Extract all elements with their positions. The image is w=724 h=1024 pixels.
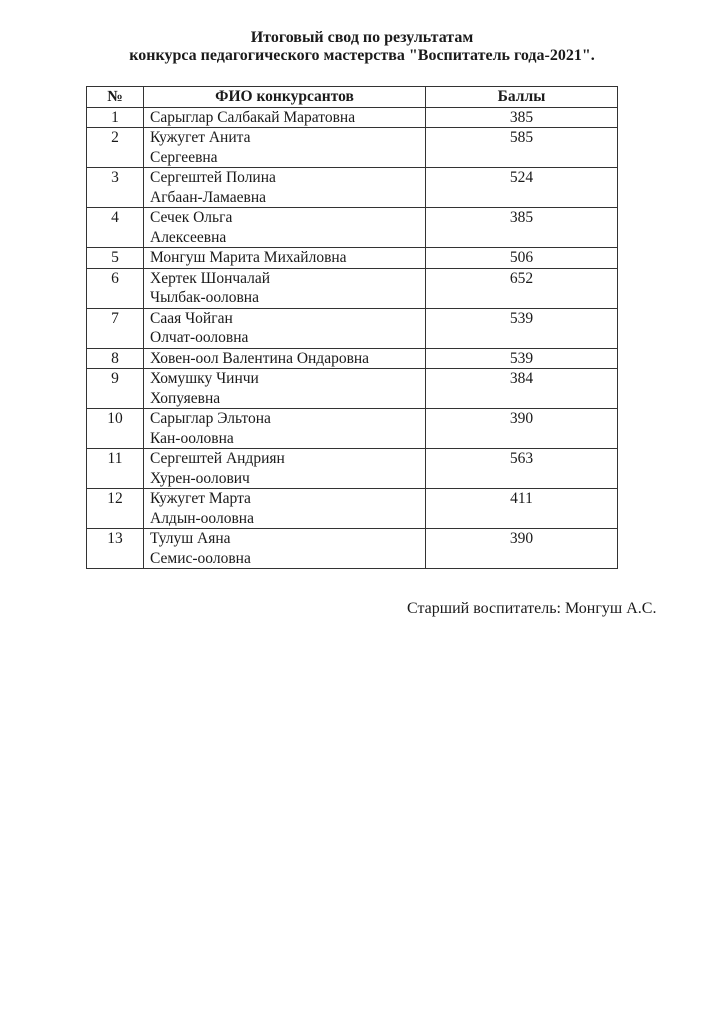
row-number: 13 bbox=[87, 529, 144, 569]
row-score: 385 bbox=[426, 208, 618, 248]
name-line-1: Сечек Ольга bbox=[150, 209, 233, 226]
row-name bbox=[144, 208, 426, 248]
name-line-2: Кан-ооловна bbox=[150, 429, 234, 447]
name-line-1: Ховен-оол Валентина Ондаровна bbox=[150, 349, 370, 367]
name-line-2: Алексеевна bbox=[150, 228, 227, 246]
table-row bbox=[87, 489, 618, 529]
table-row bbox=[87, 208, 618, 248]
row-score: 524 bbox=[426, 168, 618, 208]
name-line-1: Хомушку Чинчи bbox=[150, 370, 259, 387]
name-line-1: Сарыглар Салбакай Маратовна bbox=[150, 108, 356, 126]
name-line-1: Хертек Шончалай bbox=[150, 269, 271, 287]
name-line-2: Семис-ооловна bbox=[150, 549, 251, 567]
name-line-1: Монгуш Марита Михайловна bbox=[150, 249, 347, 266]
name-line-1: Кужугет Марта bbox=[150, 490, 251, 507]
table-body bbox=[87, 107, 618, 569]
name-line-1: Сергештей Полина bbox=[150, 169, 276, 186]
name-line-1: Саая Чойган bbox=[150, 309, 233, 327]
row-number: 11 bbox=[87, 449, 144, 489]
row-name bbox=[144, 409, 426, 449]
name-line-2: Олчат-ооловна bbox=[150, 329, 249, 346]
row-name bbox=[144, 369, 426, 409]
row-name bbox=[144, 248, 426, 269]
row-score: 384 bbox=[426, 369, 618, 409]
table-row bbox=[87, 107, 618, 128]
table-row bbox=[87, 308, 618, 348]
name-line-1: Сарыглар Эльтона bbox=[150, 410, 271, 427]
table-row bbox=[87, 348, 618, 369]
row-number: 12 bbox=[87, 489, 144, 529]
row-score: 385 bbox=[426, 107, 618, 128]
name-line-1: Тулуш Аяна bbox=[150, 530, 231, 547]
header-name: ФИО конкурсантов bbox=[144, 87, 426, 108]
row-score: 390 bbox=[426, 529, 618, 569]
table-row bbox=[87, 449, 618, 489]
row-name bbox=[144, 168, 426, 208]
name-line-2: Хурен-оолович bbox=[150, 469, 250, 487]
row-name bbox=[144, 489, 426, 529]
title-line-2: конкурса педагогического мастерства "Воспитатель года-2021". bbox=[129, 47, 595, 64]
signature: Старший воспитатель: Монгуш А.С. bbox=[407, 600, 657, 617]
row-number: 1 bbox=[87, 107, 144, 128]
name-line-1: Кужугет Анита bbox=[150, 129, 251, 146]
row-name bbox=[144, 107, 426, 128]
name-line-1: Сергештей Андриян bbox=[150, 450, 285, 467]
name-line-2: Чылбак-ооловна bbox=[150, 289, 259, 306]
row-score: 563 bbox=[426, 449, 618, 489]
table-row bbox=[87, 369, 618, 409]
table-row bbox=[87, 128, 618, 168]
row-number: 7 bbox=[87, 308, 144, 348]
name-line-2: Агбаан-Ламаевна bbox=[150, 188, 267, 206]
row-score: 539 bbox=[426, 308, 618, 348]
row-number: 3 bbox=[87, 168, 144, 208]
name-line-2: Алдын-ооловна bbox=[150, 509, 254, 527]
row-score: 652 bbox=[426, 268, 618, 308]
row-number: 8 bbox=[87, 348, 144, 369]
document-title bbox=[0, 29, 724, 65]
table-row bbox=[87, 268, 618, 308]
table-row bbox=[87, 248, 618, 269]
row-name bbox=[144, 268, 426, 308]
row-name bbox=[144, 449, 426, 489]
table-header-row bbox=[87, 87, 618, 108]
title-line-1: Итоговый свод по результатам bbox=[250, 29, 474, 46]
row-score: 390 bbox=[426, 409, 618, 449]
row-number: 9 bbox=[87, 369, 144, 409]
table-row bbox=[87, 409, 618, 449]
header-score: Баллы bbox=[426, 87, 618, 108]
row-name bbox=[144, 128, 426, 168]
row-name bbox=[144, 529, 426, 569]
row-score: 506 bbox=[426, 248, 618, 269]
row-number: 10 bbox=[87, 409, 144, 449]
row-score: 585 bbox=[426, 128, 618, 168]
row-name bbox=[144, 308, 426, 348]
row-score: 539 bbox=[426, 348, 618, 369]
name-line-2: Сергеевна bbox=[150, 148, 218, 166]
row-number: 2 bbox=[87, 128, 144, 168]
row-number: 5 bbox=[87, 248, 144, 269]
results-table bbox=[86, 86, 618, 569]
name-line-2: Хопуяевна bbox=[150, 389, 221, 407]
row-score: 411 bbox=[426, 489, 618, 529]
table-row bbox=[87, 529, 618, 569]
row-name bbox=[144, 348, 426, 369]
header-number: № bbox=[87, 87, 144, 108]
row-number: 4 bbox=[87, 208, 144, 248]
table-row bbox=[87, 168, 618, 208]
row-number: 6 bbox=[87, 268, 144, 308]
